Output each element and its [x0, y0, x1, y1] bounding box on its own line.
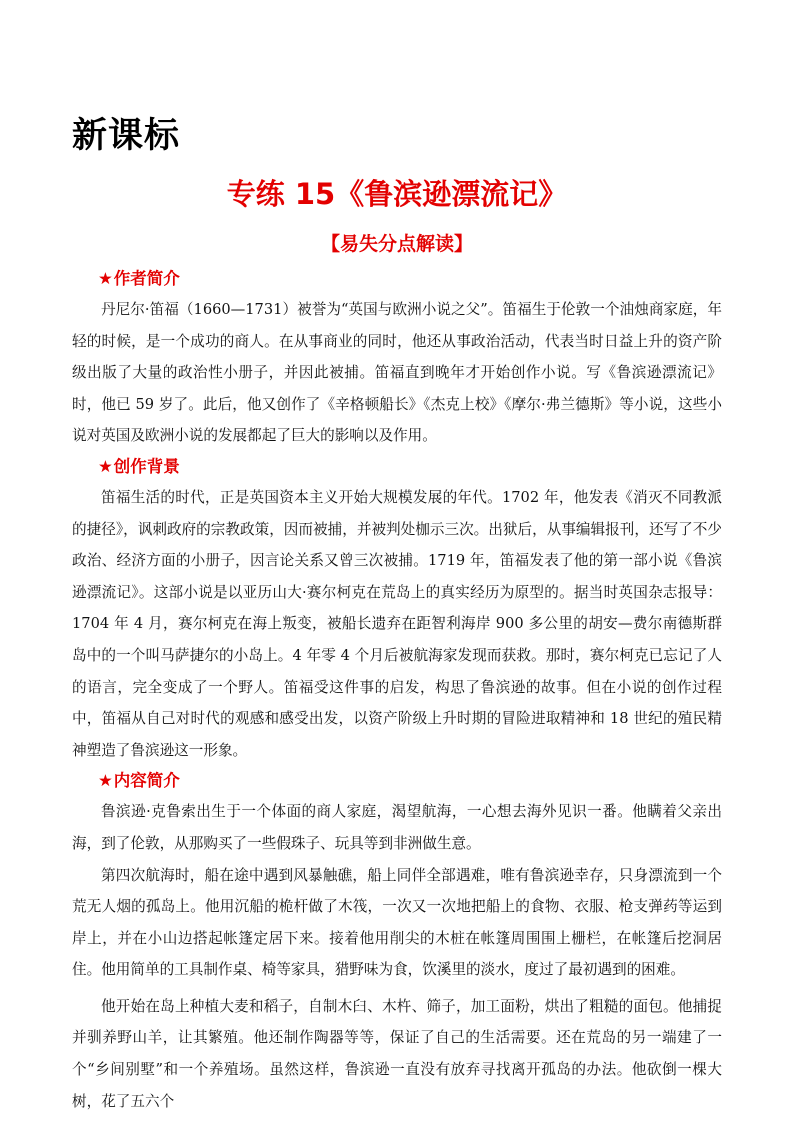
section-heading-label: 创作背景 [113, 456, 180, 476]
page-title: 专练 15《鲁滨逊漂流记》 [226, 177, 568, 211]
section-heading-label: 作者简介 [113, 269, 180, 288]
paragraph: 鲁滨逊·克鲁索出生于一个体面的商人家庭，渴望航海，一心想去海外见识一番。他瞒着父亲出海，到了伦敦，从那购买了一些假珠子、玩具等到非洲做生意。 [72, 803, 722, 852]
star-icon: ★ [98, 269, 113, 288]
brand-label: 新课标 [72, 116, 181, 156]
section-heading-background [72, 452, 722, 482]
star-icon: ★ [98, 771, 113, 791]
star-icon: ★ [98, 456, 113, 476]
paragraph: 笛福生活的时代，正是英国资本主义开始大规模发展的年代。1702 年，他发表《消灭不同教派的捷径》，讽刺政府的宗教政策，因而被捕，并被判处枷示三次。出狱后，从事编辑报刊，还写了不少政治、经济方面的小册子，因言论关系又曾三次被捕。1719 年，笛福发表了他的第一部小说《鲁滨逊漂流记》。这部小说是以亚历山大·赛尔柯克在荒岛上的真实经历为原型的。据当时英国杂志报导：1704 年 4 月，赛尔柯克在海上叛变，被船长遗弃在距智利海岸 900 多公里的胡安—费尔南德斯群岛中的一个叫马萨捷尔的小岛上。4 年零 4 个月后被航海家发现而获救。那时，赛尔柯克已忘记了人的语言，完全变成了一个野人。笛福受这件事的启发，构思了鲁滨逊的故事。但在小说的创作过程中，笛福从自己对时代的观感和感受出发，以资产阶级上升时期的冒险进取精神和 18 世纪的殖民精神塑造了鲁滨逊这一形象。 [72, 488, 722, 759]
document-body [72, 264, 722, 1117]
paragraph: 他开始在岛上种植大麦和稻子，自制木臼、木杵、筛子，加工面粉，烘出了粗糙的面包。他捕捉并驯养野山羊，让其繁殖。他还制作陶器等等，保证了自己的生活需要。还在荒岛的另一端建了一个“乡间别墅”和一个养殖场。虽然这样，鲁滨逊一直没有放弃寻找离开孤岛的办法。他砍倒一棵大树，花了五六个 [72, 997, 722, 1110]
paragraph: 第四次航海时，船在途中遇到风暴触礁，船上同伴全部遇难，唯有鲁滨逊幸存，只身漂流到一个荒无人烟的孤岛上。他用沉船的桅杆做了木筏，一次又一次地把船上的食物、衣服、枪支弹药等运到岸上，并在小山边搭起帐篷定居下来。接着他用削尖的木桩在帐篷周围围上栅栏，在帐篷后挖洞居住。他用简单的工具制作桌、椅等家具，猎野味为食，饮溪里的淡水，度过了最初遇到的困难。 [72, 866, 722, 979]
paragraph: 丹尼尔·笛福（1660—1731）被誉为“英国与欧洲小说之父”。笛福生于伦敦一个油烛商家庭，年轻的时候，是一个成功的商人。在从事商业的同时，他还从事政治活动，代表当时日益上升的资产阶级出版了大量的政治性小册子，并因此被捕。笛福直到晚年才开始创作小说。写《鲁滨逊漂流记》时，他已 59 岁了。此后，他又创作了《辛格顿船长》《杰克上校》《摩尔·弗兰德斯》等小说，这些小说对英国及欧洲小说的发展都起了巨大的影响以及作用。 [72, 301, 722, 445]
section-heading-label: 内容简介 [113, 771, 180, 791]
section-heading-summary [72, 766, 722, 796]
page-subtitle: 【易失分点解读】 [320, 233, 473, 255]
section-heading-author [72, 264, 722, 294]
